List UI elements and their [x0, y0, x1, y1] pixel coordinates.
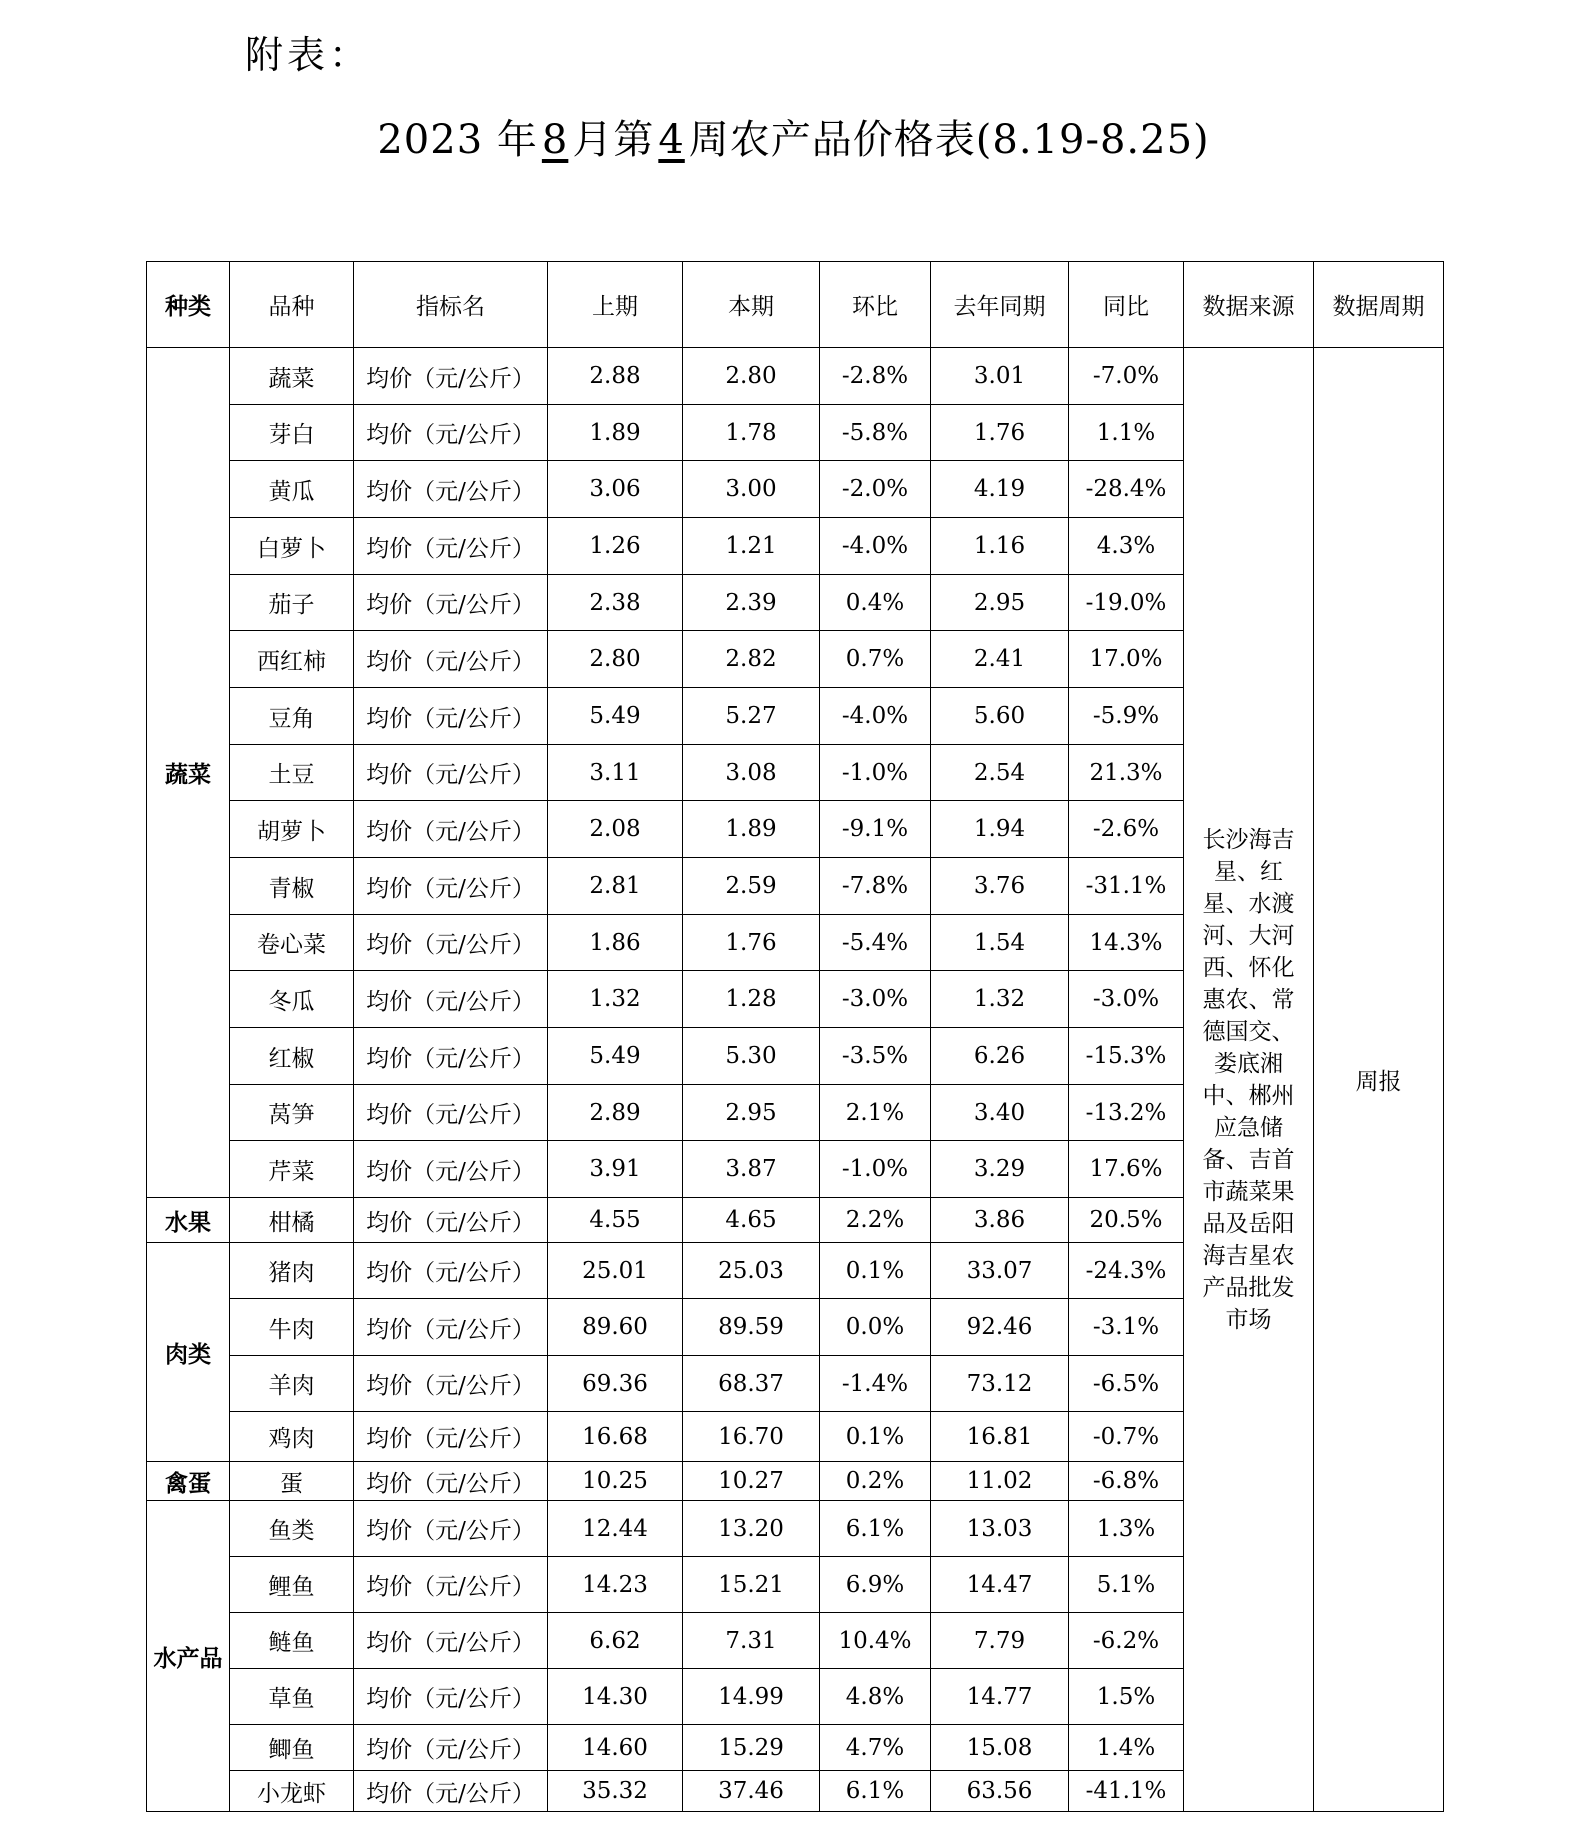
variety-cell: 红椒 — [230, 1028, 354, 1085]
prev-cell: 69.36 — [548, 1356, 683, 1412]
variety-cell: 牛肉 — [230, 1299, 354, 1356]
yoy-cell: -15.3% — [1069, 1028, 1184, 1085]
data-period-cell: 周报 — [1314, 348, 1444, 1812]
header-mom: 环比 — [820, 262, 931, 348]
indicator-cell: 均价（元/公斤） — [354, 1028, 548, 1085]
current-cell: 2.59 — [683, 858, 820, 915]
last-year-cell: 2.54 — [931, 745, 1069, 801]
last-year-cell: 3.86 — [931, 1198, 1069, 1243]
indicator-cell: 均价（元/公斤） — [354, 1085, 548, 1141]
prev-cell: 5.49 — [548, 1028, 683, 1085]
variety-cell: 莴笋 — [230, 1085, 354, 1141]
yoy-cell: -13.2% — [1069, 1085, 1184, 1141]
current-cell: 37.46 — [683, 1771, 820, 1812]
last-year-cell: 5.60 — [931, 688, 1069, 745]
last-year-cell: 1.16 — [931, 518, 1069, 575]
variety-cell: 鲤鱼 — [230, 1557, 354, 1613]
header-this-period: 本期 — [683, 262, 820, 348]
last-year-cell: 73.12 — [931, 1356, 1069, 1412]
last-year-cell: 11.02 — [931, 1462, 1069, 1501]
current-cell: 10.27 — [683, 1462, 820, 1501]
indicator-cell: 均价（元/公斤） — [354, 461, 548, 518]
mom-cell: -2.0% — [820, 461, 931, 518]
yoy-cell: -3.0% — [1069, 971, 1184, 1028]
appendix-label: 附表： — [245, 33, 372, 77]
last-year-cell: 1.94 — [931, 801, 1069, 858]
category-cell: 禽蛋 — [147, 1462, 230, 1501]
indicator-cell: 均价（元/公斤） — [354, 1462, 548, 1501]
prev-cell: 14.30 — [548, 1669, 683, 1725]
last-year-cell: 14.77 — [931, 1669, 1069, 1725]
mom-cell: -4.0% — [820, 688, 931, 745]
mom-cell: -5.4% — [820, 915, 931, 971]
last-year-cell: 13.03 — [931, 1501, 1069, 1557]
current-cell: 16.70 — [683, 1412, 820, 1462]
prev-cell: 5.49 — [548, 688, 683, 745]
current-cell: 1.78 — [683, 405, 820, 461]
indicator-cell: 均价（元/公斤） — [354, 1725, 548, 1771]
indicator-cell: 均价（元/公斤） — [354, 1771, 548, 1812]
current-cell: 89.59 — [683, 1299, 820, 1356]
mom-cell: 0.0% — [820, 1299, 931, 1356]
prev-cell: 2.81 — [548, 858, 683, 915]
last-year-cell: 16.81 — [931, 1412, 1069, 1462]
yoy-cell: -5.9% — [1069, 688, 1184, 745]
mom-cell: 0.1% — [820, 1243, 931, 1299]
prev-cell: 1.26 — [548, 518, 683, 575]
variety-cell: 鸡肉 — [230, 1412, 354, 1462]
yoy-cell: 21.3% — [1069, 745, 1184, 801]
prev-cell: 4.55 — [548, 1198, 683, 1243]
header-category: 种类 — [147, 262, 230, 348]
indicator-cell: 均价（元/公斤） — [354, 1669, 548, 1725]
last-year-cell: 92.46 — [931, 1299, 1069, 1356]
variety-cell: 土豆 — [230, 745, 354, 801]
yoy-cell: 17.6% — [1069, 1141, 1184, 1198]
page-title — [0, 108, 1587, 165]
yoy-cell: 1.3% — [1069, 1501, 1184, 1557]
variety-cell: 羊肉 — [230, 1356, 354, 1412]
variety-cell: 青椒 — [230, 858, 354, 915]
mom-cell: -3.5% — [820, 1028, 931, 1085]
prev-cell: 6.62 — [548, 1613, 683, 1669]
last-year-cell: 63.56 — [931, 1771, 1069, 1812]
mom-cell: -2.8% — [820, 348, 931, 405]
last-year-cell: 1.54 — [931, 915, 1069, 971]
prev-cell: 2.88 — [548, 348, 683, 405]
indicator-cell: 均价（元/公斤） — [354, 348, 548, 405]
yoy-cell: -19.0% — [1069, 575, 1184, 631]
current-cell: 4.65 — [683, 1198, 820, 1243]
mom-cell: -9.1% — [820, 801, 931, 858]
prev-cell: 14.60 — [548, 1725, 683, 1771]
prev-cell: 3.91 — [548, 1141, 683, 1198]
variety-cell: 小龙虾 — [230, 1771, 354, 1812]
current-cell: 68.37 — [683, 1356, 820, 1412]
prev-cell: 3.11 — [548, 745, 683, 801]
prev-cell: 10.25 — [548, 1462, 683, 1501]
indicator-cell: 均价（元/公斤） — [354, 1198, 548, 1243]
variety-cell: 西红柿 — [230, 631, 354, 688]
mom-cell: 2.2% — [820, 1198, 931, 1243]
header-yoy: 同比 — [1069, 262, 1184, 348]
yoy-cell: -41.1% — [1069, 1771, 1184, 1812]
header-source: 数据来源 — [1184, 262, 1314, 348]
variety-cell: 黄瓜 — [230, 461, 354, 518]
table-body — [147, 348, 1444, 1812]
current-cell: 2.39 — [683, 575, 820, 631]
header-indicator: 指标名 — [354, 262, 548, 348]
prev-cell: 2.38 — [548, 575, 683, 631]
last-year-cell: 2.41 — [931, 631, 1069, 688]
indicator-cell: 均价（元/公斤） — [354, 1557, 548, 1613]
yoy-cell: 17.0% — [1069, 631, 1184, 688]
prev-cell: 1.32 — [548, 971, 683, 1028]
current-cell: 2.95 — [683, 1085, 820, 1141]
indicator-cell: 均价（元/公斤） — [354, 405, 548, 461]
variety-cell: 冬瓜 — [230, 971, 354, 1028]
indicator-cell: 均价（元/公斤） — [354, 801, 548, 858]
current-cell: 2.82 — [683, 631, 820, 688]
title-month: 8 — [541, 117, 569, 163]
prev-cell: 12.44 — [548, 1501, 683, 1557]
category-cell: 肉类 — [147, 1243, 230, 1462]
current-cell: 14.99 — [683, 1669, 820, 1725]
variety-cell: 鱼类 — [230, 1501, 354, 1557]
mom-cell: 0.7% — [820, 631, 931, 688]
yoy-cell: 4.3% — [1069, 518, 1184, 575]
indicator-cell: 均价（元/公斤） — [354, 1501, 548, 1557]
indicator-cell: 均价（元/公斤） — [354, 1356, 548, 1412]
yoy-cell: 5.1% — [1069, 1557, 1184, 1613]
mom-cell: 6.1% — [820, 1501, 931, 1557]
prev-cell: 89.60 — [548, 1299, 683, 1356]
current-cell: 2.80 — [683, 348, 820, 405]
indicator-cell: 均价（元/公斤） — [354, 1613, 548, 1669]
header-period: 数据周期 — [1314, 262, 1444, 348]
variety-cell: 鲢鱼 — [230, 1613, 354, 1669]
last-year-cell: 1.32 — [931, 971, 1069, 1028]
prev-cell: 35.32 — [548, 1771, 683, 1812]
indicator-cell: 均价（元/公斤） — [354, 688, 548, 745]
mom-cell: 6.9% — [820, 1557, 931, 1613]
current-cell: 3.87 — [683, 1141, 820, 1198]
last-year-cell: 3.40 — [931, 1085, 1069, 1141]
variety-cell: 豆角 — [230, 688, 354, 745]
current-cell: 1.21 — [683, 518, 820, 575]
header-variety: 品种 — [230, 262, 354, 348]
prev-cell: 2.80 — [548, 631, 683, 688]
indicator-cell: 均价（元/公斤） — [354, 1243, 548, 1299]
indicator-cell: 均价（元/公斤） — [354, 745, 548, 801]
current-cell: 13.20 — [683, 1501, 820, 1557]
variety-cell: 白萝卜 — [230, 518, 354, 575]
yoy-cell: -2.6% — [1069, 801, 1184, 858]
prev-cell: 2.89 — [548, 1085, 683, 1141]
mom-cell: -7.8% — [820, 858, 931, 915]
mom-cell: -1.4% — [820, 1356, 931, 1412]
header-last-year: 去年同期 — [931, 262, 1069, 348]
yoy-cell: -31.1% — [1069, 858, 1184, 915]
table-header-row — [147, 262, 1444, 348]
header-prev-period: 上期 — [548, 262, 683, 348]
current-cell: 3.08 — [683, 745, 820, 801]
indicator-cell: 均价（元/公斤） — [354, 971, 548, 1028]
title-prefix: 2023 年 — [377, 117, 538, 163]
mom-cell: -1.0% — [820, 1141, 931, 1198]
variety-cell: 芹菜 — [230, 1141, 354, 1198]
yoy-cell: -6.8% — [1069, 1462, 1184, 1501]
category-cell: 水果 — [147, 1198, 230, 1243]
last-year-cell: 7.79 — [931, 1613, 1069, 1669]
variety-cell: 鲫鱼 — [230, 1725, 354, 1771]
indicator-cell: 均价（元/公斤） — [354, 1412, 548, 1462]
yoy-cell: -3.1% — [1069, 1299, 1184, 1356]
last-year-cell: 14.47 — [931, 1557, 1069, 1613]
yoy-cell: -0.7% — [1069, 1412, 1184, 1462]
current-cell: 1.28 — [683, 971, 820, 1028]
mom-cell: -4.0% — [820, 518, 931, 575]
current-cell: 15.29 — [683, 1725, 820, 1771]
variety-cell: 蛋 — [230, 1462, 354, 1501]
last-year-cell: 33.07 — [931, 1243, 1069, 1299]
indicator-cell: 均价（元/公斤） — [354, 631, 548, 688]
category-cell: 水产品 — [147, 1501, 230, 1812]
mom-cell: 0.4% — [820, 575, 931, 631]
variety-cell: 蔬菜 — [230, 348, 354, 405]
current-cell: 25.03 — [683, 1243, 820, 1299]
last-year-cell: 6.26 — [931, 1028, 1069, 1085]
variety-cell: 茄子 — [230, 575, 354, 631]
mom-cell: 4.7% — [820, 1725, 931, 1771]
price-table — [146, 261, 1444, 1812]
last-year-cell: 3.76 — [931, 858, 1069, 915]
yoy-cell: 1.5% — [1069, 1669, 1184, 1725]
variety-cell: 胡萝卜 — [230, 801, 354, 858]
prev-cell: 1.86 — [548, 915, 683, 971]
current-cell: 7.31 — [683, 1613, 820, 1669]
yoy-cell: 1.4% — [1069, 1725, 1184, 1771]
data-source-cell: 长沙海吉星、红星、水渡河、大河西、怀化惠农、常德国交、娄底湘中、郴州应急储备、吉首市蔬菜果品及岳阳海吉星农产品批发市场 — [1184, 348, 1314, 1812]
title-week: 4 — [658, 117, 685, 163]
prev-cell: 1.89 — [548, 405, 683, 461]
variety-cell: 柑橘 — [230, 1198, 354, 1243]
variety-cell: 草鱼 — [230, 1669, 354, 1725]
variety-cell: 芽白 — [230, 405, 354, 461]
last-year-cell: 15.08 — [931, 1725, 1069, 1771]
current-cell: 1.89 — [683, 801, 820, 858]
indicator-cell: 均价（元/公斤） — [354, 1141, 548, 1198]
mom-cell: -1.0% — [820, 745, 931, 801]
title-mid: 月第 — [572, 117, 655, 163]
current-cell: 5.30 — [683, 1028, 820, 1085]
yoy-cell: 14.3% — [1069, 915, 1184, 971]
prev-cell: 25.01 — [548, 1243, 683, 1299]
current-cell: 3.00 — [683, 461, 820, 518]
last-year-cell: 3.29 — [931, 1141, 1069, 1198]
mom-cell: 4.8% — [820, 1669, 931, 1725]
last-year-cell: 4.19 — [931, 461, 1069, 518]
table-row — [147, 348, 1444, 405]
mom-cell: 0.1% — [820, 1412, 931, 1462]
yoy-cell: -24.3% — [1069, 1243, 1184, 1299]
last-year-cell: 1.76 — [931, 405, 1069, 461]
yoy-cell: -6.2% — [1069, 1613, 1184, 1669]
mom-cell: 10.4% — [820, 1613, 931, 1669]
current-cell: 1.76 — [683, 915, 820, 971]
mom-cell: 0.2% — [820, 1462, 931, 1501]
yoy-cell: 1.1% — [1069, 405, 1184, 461]
current-cell: 15.21 — [683, 1557, 820, 1613]
category-cell: 蔬菜 — [147, 348, 230, 1198]
prev-cell: 16.68 — [548, 1412, 683, 1462]
yoy-cell: 20.5% — [1069, 1198, 1184, 1243]
mom-cell: 6.1% — [820, 1771, 931, 1812]
indicator-cell: 均价（元/公斤） — [354, 575, 548, 631]
prev-cell: 2.08 — [548, 801, 683, 858]
mom-cell: -5.8% — [820, 405, 931, 461]
current-cell: 5.27 — [683, 688, 820, 745]
yoy-cell: -7.0% — [1069, 348, 1184, 405]
title-suffix: 周农产品价格表(8.19-8.25) — [688, 117, 1210, 163]
yoy-cell: -28.4% — [1069, 461, 1184, 518]
mom-cell: -3.0% — [820, 971, 931, 1028]
variety-cell: 猪肉 — [230, 1243, 354, 1299]
last-year-cell: 3.01 — [931, 348, 1069, 405]
variety-cell: 卷心菜 — [230, 915, 354, 971]
last-year-cell: 2.95 — [931, 575, 1069, 631]
indicator-cell: 均价（元/公斤） — [354, 518, 548, 575]
yoy-cell: -6.5% — [1069, 1356, 1184, 1412]
prev-cell: 14.23 — [548, 1557, 683, 1613]
mom-cell: 2.1% — [820, 1085, 931, 1141]
indicator-cell: 均价（元/公斤） — [354, 858, 548, 915]
prev-cell: 3.06 — [548, 461, 683, 518]
indicator-cell: 均价（元/公斤） — [354, 1299, 548, 1356]
indicator-cell: 均价（元/公斤） — [354, 915, 548, 971]
